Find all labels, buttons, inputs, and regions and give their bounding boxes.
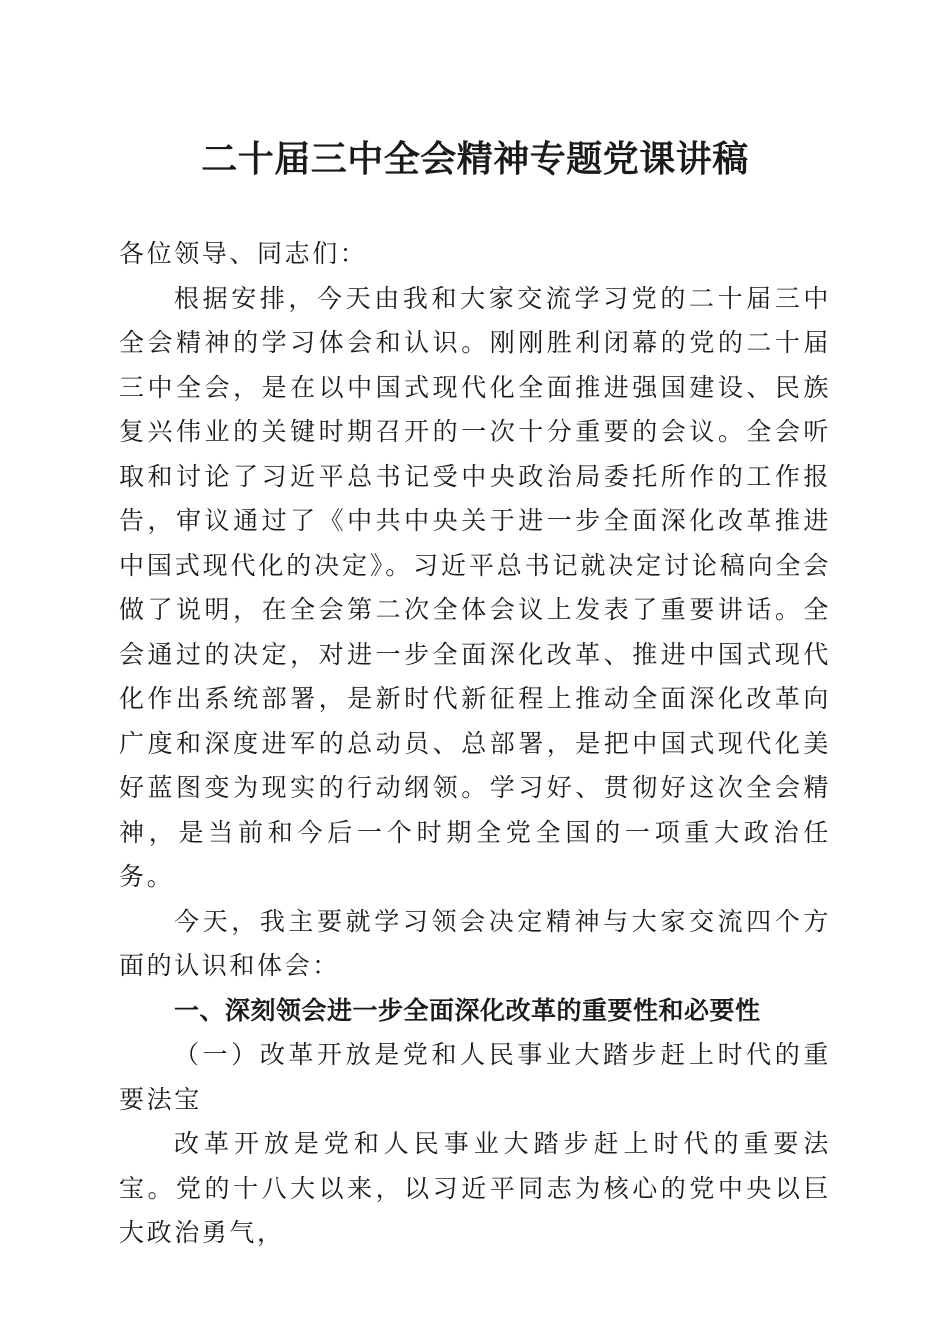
paragraph-section-start: 改革开放是党和人民事业大踏步赶上时代的重要法宝。党的十八大以来，以习近平同志为核心的党中央以巨大政治勇气， [119, 1129, 831, 1247]
section-heading: 一、深刻领会进一步全面深化改革的重要性和必要性 [174, 995, 761, 1025]
document-body [119, 232, 831, 1256]
paragraph-intro: 根据安排，今天由我和大家交流学习党的二十届三中全会精神的学习体会和认识。刚刚胜利闭幕的党的二十届三中全会，是在以中国式现代化全面推进强国建设、民族复兴伟业的关键时期召开的一次十分重要的会议。全会听取和讨论了习近平总书记受中央政治局委托所作的工作报告，审议通过了《中共中央关于进一步全面深化改革推进中国式现代化的决定》。习近平总书记就决定讨论稿向全会做了说明，在全会第二次全体会议上发表了重要讲话。全会通过的决定，对进一步全面深化改革、推进中国式现代化作出系统部署，是新时代新征程上推动全面深化改革向广度和深度进军的总动员、总部署，是把中国式现代化美好蓝图变为现实的行动纲领。学习好、贯彻好这次全会精神，是当前和今后一个时期全党全国的一项重大政治任务。 [119, 283, 831, 891]
paragraph-overview: 今天，我主要就学习领会决定精神与大家交流四个方面的认识和体会： [119, 906, 831, 980]
subsection-heading: （一）改革开放是党和人民事业大踏步赶上时代的重要法宝 [119, 1040, 831, 1114]
salutation: 各位领导、同志们： [119, 239, 368, 268]
document-title: 二十届三中全会精神专题党课讲稿 [201, 138, 749, 180]
